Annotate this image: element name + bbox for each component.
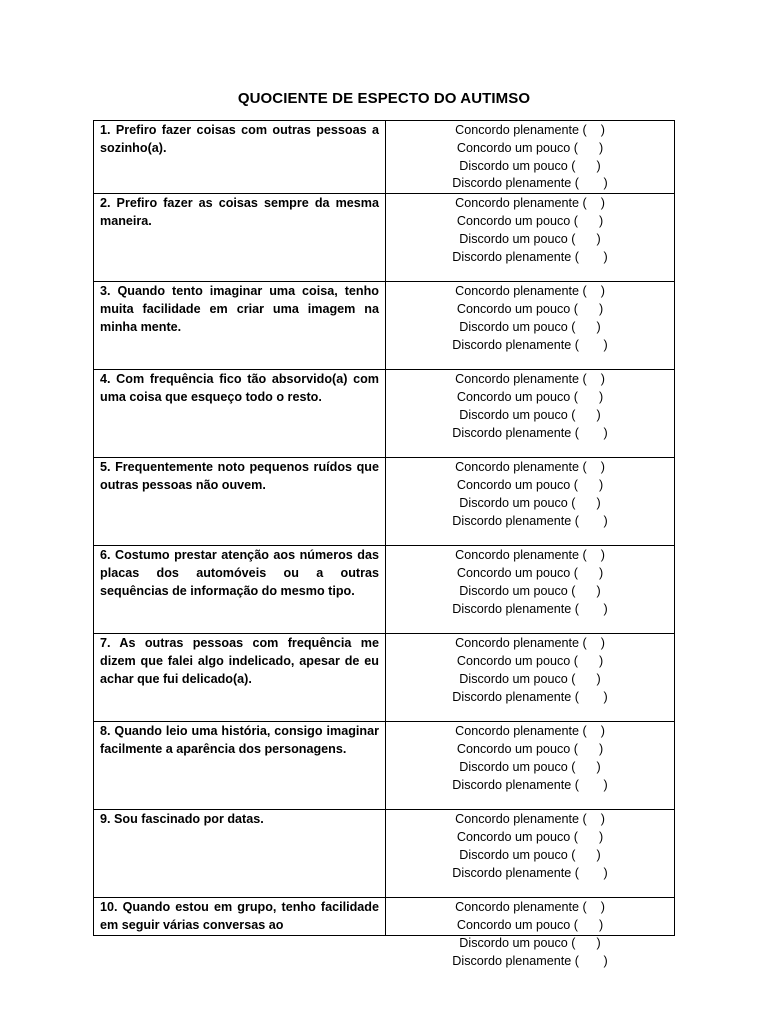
answer-options [386,458,674,530]
question-row [94,810,675,898]
option-agree-strongly[interactable]: Concordo plenamente ( ) [455,812,605,827]
question-cell [94,121,386,194]
answer-options-cell [386,810,675,898]
option-disagree-strongly[interactable]: Discordo plenamente ( ) [452,425,608,440]
option-agree-slightly[interactable]: Concordo um pouco ( ) [456,477,604,492]
answer-options-cell [386,458,675,546]
question-row [94,722,675,810]
answer-options-cell [386,898,675,968]
option-disagree-strongly[interactable]: Discordo plenamente ( ) [452,689,608,704]
questionnaire-table [93,120,675,968]
question-row [94,121,675,194]
question-text: 5. Frequentemente noto pequenos ruídos que outras pessoas não ouvem. [100,460,379,492]
option-agree-slightly[interactable]: Concordo um pouco ( ) [456,389,604,404]
option-agree-slightly[interactable]: Concordo um pouco ( ) [456,213,604,228]
option-agree-strongly[interactable]: Concordo plenamente ( ) [455,900,605,915]
answer-options [386,121,674,193]
question-text: 4. Com frequência fico tão absorvido(a) com uma coisa que esqueço todo o resto. [100,372,379,404]
answer-options-cell [386,370,675,458]
question-row [94,898,675,936]
option-disagree-strongly[interactable]: Discordo plenamente ( ) [452,953,608,968]
answer-options-cell [386,121,675,194]
option-disagree-strongly[interactable]: Discordo plenamente ( ) [452,513,608,528]
question-row [94,370,675,458]
page-title: QUOCIENTE DE ESPECTO DO AUTIMSO [237,90,531,107]
question-cell [94,282,386,370]
question-text: 8. Quando leio uma história, consigo imaginar facilmente a aparência dos personagens. [100,724,379,756]
option-disagree-slightly[interactable]: Discordo um pouco ( ) [459,407,601,422]
question-text: 3. Quando tento imaginar uma coisa, tenho muita facilidade em criar uma imagem na minha mente. [100,284,379,334]
option-disagree-slightly[interactable]: Discordo um pouco ( ) [459,319,601,334]
question-cell [94,546,386,634]
answer-options [386,898,674,968]
option-disagree-slightly[interactable]: Discordo um pouco ( ) [459,583,601,598]
answer-options-cell [386,722,675,810]
question-text: 6. Costumo prestar atenção aos números das placas dos automóveis ou a outras sequências de informação do mesmo tipo. [100,548,379,598]
option-disagree-strongly[interactable]: Discordo plenamente ( ) [452,601,608,616]
option-agree-slightly[interactable]: Concordo um pouco ( ) [456,140,604,155]
question-row [94,634,675,722]
question-row [94,546,675,634]
option-agree-strongly[interactable]: Concordo plenamente ( ) [455,724,605,739]
question-row [94,458,675,546]
option-disagree-slightly[interactable]: Discordo um pouco ( ) [459,671,601,686]
answer-options [386,810,674,882]
answer-options [386,546,674,618]
option-agree-strongly[interactable]: Concordo plenamente ( ) [455,196,605,211]
option-disagree-strongly[interactable]: Discordo plenamente ( ) [452,176,608,191]
question-cell [94,194,386,282]
option-agree-slightly[interactable]: Concordo um pouco ( ) [456,301,604,316]
option-agree-slightly[interactable]: Concordo um pouco ( ) [456,565,604,580]
question-cell [94,898,386,936]
option-agree-strongly[interactable]: Concordo plenamente ( ) [455,460,605,475]
option-agree-slightly[interactable]: Concordo um pouco ( ) [456,917,604,932]
option-agree-strongly[interactable]: Concordo plenamente ( ) [455,284,605,299]
option-disagree-slightly[interactable]: Discordo um pouco ( ) [459,231,601,246]
question-text: 1. Prefiro fazer coisas com outras pessoas a sozinho(a). [100,123,379,155]
option-disagree-slightly[interactable]: Discordo um pouco ( ) [459,495,601,510]
question-text: 10. Quando estou em grupo, tenho facilidade em seguir várias conversas ao [100,900,379,932]
answer-options [386,282,674,354]
option-agree-strongly[interactable]: Concordo plenamente ( ) [455,123,605,137]
option-disagree-strongly[interactable]: Discordo plenamente ( ) [452,249,608,264]
question-cell [94,810,386,898]
option-agree-slightly[interactable]: Concordo um pouco ( ) [456,829,604,844]
question-text: 9. Sou fascinado por datas. [100,812,264,827]
answer-options [386,194,674,266]
option-disagree-strongly[interactable]: Discordo plenamente ( ) [452,337,608,352]
option-agree-slightly[interactable]: Concordo um pouco ( ) [456,741,604,756]
question-text: 2. Prefiro fazer as coisas sempre da mesma maneira. [100,196,379,228]
question-row [94,282,675,370]
question-cell [94,458,386,546]
question-cell [94,722,386,810]
question-text: 7. As outras pessoas com frequência me dizem que falei algo indelicado, apesar de eu achar que fui delicado(a). [100,636,379,686]
option-agree-strongly[interactable]: Concordo plenamente ( ) [455,372,605,387]
option-disagree-slightly[interactable]: Discordo um pouco ( ) [459,759,601,774]
answer-options [386,722,674,794]
answer-options-cell [386,194,675,282]
option-agree-slightly[interactable]: Concordo um pouco ( ) [456,653,604,668]
answer-options-cell [386,282,675,370]
question-row [94,194,675,282]
option-disagree-slightly[interactable]: Discordo um pouco ( ) [459,158,601,173]
answer-options-cell [386,546,675,634]
option-disagree-slightly[interactable]: Discordo um pouco ( ) [459,847,601,862]
option-agree-strongly[interactable]: Concordo plenamente ( ) [455,636,605,651]
option-disagree-strongly[interactable]: Discordo plenamente ( ) [452,865,608,880]
answer-options [386,370,674,442]
option-disagree-slightly[interactable]: Discordo um pouco ( ) [459,935,601,950]
option-disagree-strongly[interactable]: Discordo plenamente ( ) [452,777,608,792]
answer-options-cell [386,634,675,722]
question-cell [94,634,386,722]
option-agree-strongly[interactable]: Concordo plenamente ( ) [455,548,605,563]
answer-options [386,634,674,706]
question-cell [94,370,386,458]
